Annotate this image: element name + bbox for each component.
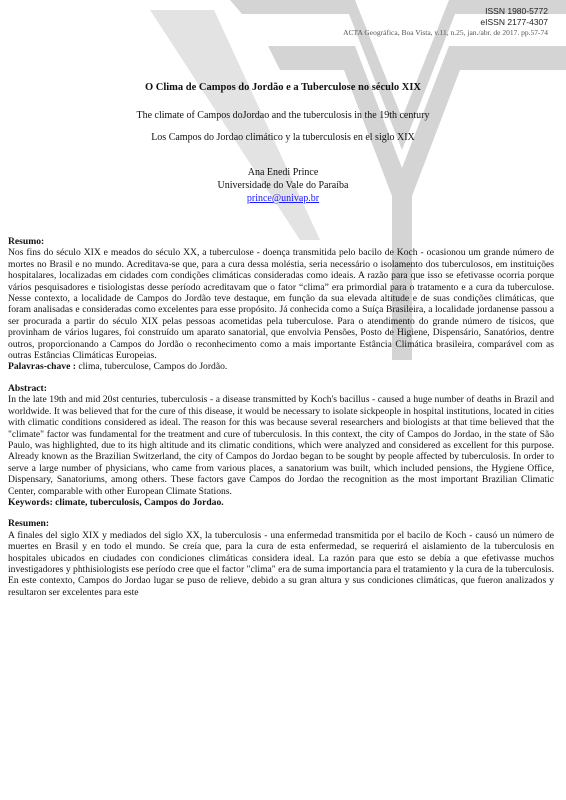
palavras-chave-label: Palavras-chave : (8, 361, 76, 373)
title-spanish: Los Campos do Jordao climático y la tuberculosis en el siglo XIX (151, 132, 415, 143)
title-english: The climate of Campos doJordao and the tuberculosis in the 19th century (136, 110, 430, 121)
abstracts (8, 236, 554, 608)
abstract-section (8, 383, 554, 508)
keywords: Keywords: climate, tuberculosis, Campos do Jordao. (8, 496, 224, 508)
resumo-section (8, 236, 554, 373)
resumo-text: Nos fins do século XIX e meados do século XX, a tuberculose - doença transmitida pelo bacilo de Koch - ocasionou um grande número de mortes no Brasil e no mundo. Acreditava-se que, para a cura dessa moléstia, seria necessário o isolamento dos tuberculosos, em instituições hospitalares, localizadas em cidades com condições climáticas consideradas como ideais. A razão para que isso se efetivasse ocorria porque vários pesquisadores e tisiologistas desse período acreditavam que o fator “clima” era primordial para o tratamento e a cura da tuberculose. Nesse contexto, a localidade de Campos do Jordão teve destaque, em função da sua elevada altitude e de suas condições climáticas, que foram analisadas e consideradas como excelentes para esse propósito. Já conhecida como a Suíça Brasileira, a localidade jordanense passou a ser procurada a partir do século XIX pelas pessoas acometidas pela tuberculose. Para o atendimento do grande número de tísicos, que provinham de vários lugares, foi construído um aparato sanatorial, que envolvia Pensões, Posto de Higiene, Dispensário, Sanatórios, dentre outros, proporcionando a Campos do Jordão o reconhecimento como a mais importante Estância Climática brasileira, comparável com as outras Estâncias Climáticas Europeias. (8, 247, 554, 362)
palavras-chave-text: clima, tuberculose, Campos do Jordão. (75, 361, 228, 373)
resumen-text: A finales del siglo XIX y mediados del siglo XX, la tuberculosis - una enfermedad transmitida por el bacilo de Koch - causó un número de muertes en Brasil y en todo el mundo. Se creía que, para la cura de esta enfermedad, se requerirá el aislamiento de la tuberculosis en hospitales ubicados en ciudades con condiciones climáticas considera ideal. La razón para que esto se debía a que efetivasse muchos investigadores y phthisiologists ese período cree que el factor "clima" era de suma importancia para el tratamiento y la cura de la tuberculosis. En este contexto, Campos do Jordao lugar se puso de relieve, debido a su gran altura y sus condiciones climáticas, que fueron analizados y resultaron ser excelentes para este (8, 529, 554, 598)
abstract-text: In the late 19th and mid 20st centuries, tuberculosis - a disease transmitted by Koch's bacillus - caused a huge number of deaths in Brazil and worldwide. It was believed that for the cure of this disease, it would be necessary to isolate sickpeople in hospital institutions, located in cities with climatic conditions considered as ideal. The reason for this was because several researchers and biologists at that time believed that the "climate" factor was fundamental for the treatment and cure of tuberculosis. In this context, the city of Campos do Jordao, in the state of São Paulo, was highlighted, due to its high altitude and its climatic conditions, which were analyzed and considered as excellent for this purpose. Already known as the Brazilian Switzerland, the city of Campos do Jordao began to be sought by people affected by tuberculosis. In order to serve a large number of physicians, who came from various places, a sanatorium was built, which included pensions, the Hygiene Office, Dispensary, Sanatoriums, among others. These factors gave Campos do Jordao the recognition as the most important Brazilian Climatic Center, comparable with other European Climate Stations. (8, 394, 554, 497)
author-block (0, 166, 566, 205)
author-name: Ana Enedi Prince (247, 167, 319, 178)
title-portuguese: O Clima de Campos do Jordão e a Tuberculose no século XIX (144, 82, 422, 93)
author-email-link[interactable]: prince@univap.br (246, 193, 320, 204)
palavras-chave (8, 361, 554, 372)
author-affiliation: Universidade do Vale do Paraíba (217, 180, 349, 191)
issn-block (480, 6, 548, 28)
resumen-section (8, 518, 554, 598)
resumen-heading: Resumen: (8, 518, 50, 530)
abstract-heading: Abstract: (8, 382, 47, 394)
title-block (0, 82, 566, 143)
journal-citation: ACTA Geográfica, Boa Vista, v.11, n.25, jan./abr. de 2017. pp.57-74 (343, 28, 548, 37)
resumo-heading: Resumo: (8, 236, 45, 247)
issn: ISSN 1980-5772 (485, 6, 548, 16)
eissn: eISSN 2177-4307 (480, 17, 548, 27)
